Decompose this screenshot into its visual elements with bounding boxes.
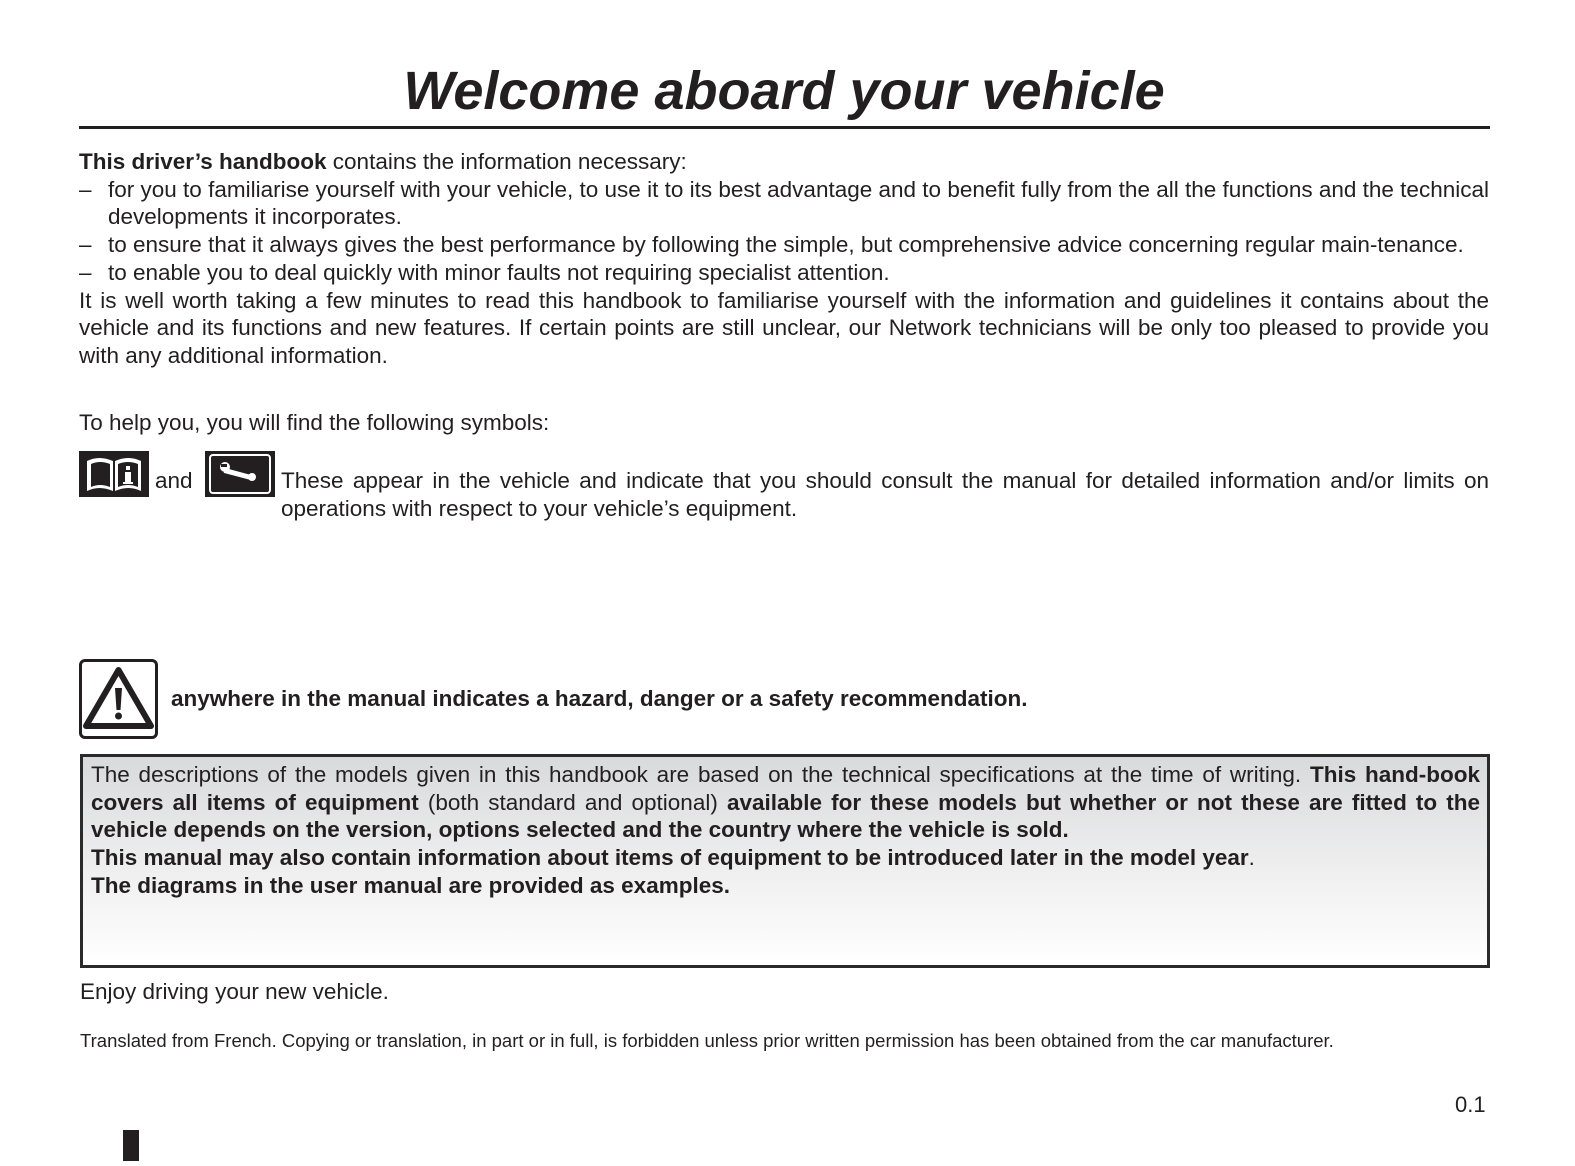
bullet-text: to ensure that it always gives the best performance by following the simple, but comprehensive advice concerning regular main-tenance. [108, 232, 1464, 258]
notice-text: (both standard and optional) [418, 789, 727, 815]
and-text: and [155, 468, 193, 493]
notice-box [80, 754, 1490, 968]
notice-paragraph [91, 872, 1480, 900]
warning-triangle-icon [79, 659, 158, 739]
legal-notice: Translated from French. Copying or translation, in part or in full, is forbidden unless prior written permission has been obtained from the car manufacturer. [80, 1030, 1334, 1051]
notice-bold: This manual may also contain information about items of equipment to be introduced later in the model year [91, 845, 1249, 871]
symbols-description: These appear in the vehicle and indicate that you should consult the manual for detailed information and/or limits on operations with respect to your vehicle’s equipment. [281, 468, 1489, 521]
bullet-item [79, 231, 1489, 259]
intro-lead-bold: This driver’s handbook [79, 149, 327, 174]
bullet-dash: – [79, 176, 92, 202]
wrench-icon [205, 451, 275, 497]
notice-bold: The diagrams in the user manual are provided as examples. [91, 872, 730, 898]
intro-lead-rest: contains the information necessary: [326, 149, 687, 174]
title-rule [79, 126, 1490, 129]
warning-text: anywhere in the manual indicates a hazard, danger or a safety recommendation. [171, 686, 1028, 711]
notice-text: . [1248, 845, 1255, 871]
bullet-text: to enable you to deal quickly with minor faults not requiring specialist attention. [108, 259, 890, 285]
closing-text: Enjoy driving your new vehicle. [80, 979, 389, 1004]
section-marker [123, 1130, 139, 1161]
intro-lead [79, 148, 1489, 176]
symbols-intro: To help you, you will find the following symbols: [79, 410, 550, 435]
notice-bold: available for these models but whether or not these are fitted to the vehicle depends on the version, options selected and the country where the vehicle is sold. [91, 789, 1480, 843]
page-title: Welcome aboard your vehicle [403, 61, 1165, 121]
notice-paragraph [91, 761, 1480, 844]
notice-paragraph [91, 844, 1480, 872]
bullet-item [79, 176, 1489, 231]
intro-paragraph: It is well worth taking a few minutes to read this handbook to familiarise yourself with the information and guidelines it contains about the vehicle and its functions and new features. If certain points are still unclear, our Network technicians will be only too pleased to provide you with any additional information. [79, 287, 1489, 368]
symbols-row [79, 451, 1489, 531]
bullet-dash: – [79, 232, 92, 258]
bullet-dash: – [79, 259, 92, 285]
page-number: 0.1 [1455, 1092, 1486, 1117]
book-info-icon [79, 451, 149, 497]
intro-section [79, 148, 1489, 370]
bullet-text: for you to familiarise yourself with your vehicle, to use it to its best advantage and to benefit fully from the all the functions and the technical developments it incorporates. [108, 176, 1489, 230]
bullet-item [79, 259, 1489, 287]
notice-bold: This hand-book covers all items of equipment [91, 762, 1480, 815]
notice-text: The descriptions of the models given in this handbook are based on the technical specifications at the time of writing. [91, 762, 1310, 787]
